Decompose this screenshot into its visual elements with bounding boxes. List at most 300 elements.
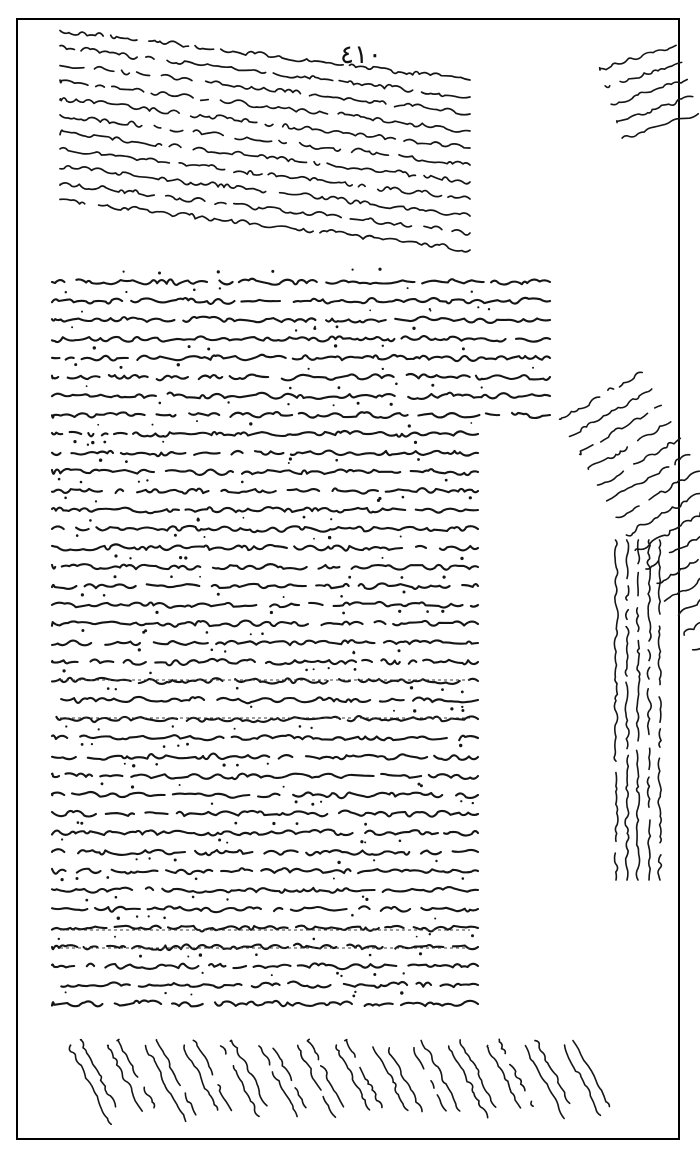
text-line [52,431,478,437]
diacritic-dot [435,860,437,862]
diacritic-dot [382,345,384,347]
diacritic-dot [211,803,213,805]
text-line [39,659,479,665]
text-line [52,792,478,798]
bottom-note [215,1030,271,1117]
diacritic-dot [87,444,89,446]
margin-line [616,469,700,520]
bottom-note [106,1039,156,1114]
diacritic-dot [460,557,463,560]
diacritic-dot [218,839,221,842]
text-line [52,488,478,493]
diacritic-dot [410,686,413,689]
diacritic-dot [352,995,355,998]
diacritic-dot [243,517,245,519]
diacritic-dot [188,345,191,348]
diacritic-dot [172,725,174,727]
vertical-margin-line [647,540,651,880]
diacritic-dot [340,595,343,598]
text-line [52,811,478,817]
folio-number: ٤١٠ [340,40,382,70]
diacritic-dot [314,326,316,328]
diacritic-dot [123,271,125,273]
text-line [52,336,550,342]
vertical-margin-line [614,530,618,881]
diacritic-dot [369,310,371,312]
diacritic-dot [313,538,315,540]
diacritic-dot [174,859,177,862]
diacritic-dot [250,706,252,708]
diacritic-dot [207,348,210,351]
diacritic-dot [403,972,405,974]
diacritic-dot [395,383,398,386]
diacritic-dot [481,386,483,388]
diacritic-dot [64,497,67,500]
diacritic-dot [81,311,83,313]
diacritic-dot [192,896,195,899]
diacritic-dot [532,367,534,369]
diacritic-dot [283,596,285,598]
diacritic-dot [334,344,337,347]
top-diagonal-gloss [49,31,470,252]
diacritic-dot [429,933,431,935]
text-line [51,982,478,988]
diacritic-dot [431,384,434,387]
diacritic-dot [159,402,162,405]
diacritic-dot [416,936,418,938]
diacritic-dot [101,782,104,785]
diacritic-dot [138,481,140,483]
diacritic-dot [114,554,117,557]
diacritic-dot [270,611,273,614]
diacritic-dot [184,556,187,559]
text-line [52,773,478,779]
text-line [52,469,478,475]
diacritic-dot [74,363,77,366]
text-line [52,735,478,740]
diacritic-dot [333,878,335,880]
diacritic-dot [177,363,180,366]
diacritic-dot [117,917,120,920]
diacritic-dot [196,420,198,422]
diacritic-dot [400,536,402,538]
diacritic-dot [226,898,228,900]
diacritic-dot [224,650,226,652]
diacritic-dot [236,687,239,690]
margin-line [606,453,690,504]
diacritic-dot [335,459,338,462]
diacritic-dot [272,822,275,825]
diacritic-dot [348,576,351,579]
diacritic-dot [340,975,342,977]
diacritic-dot [139,955,142,958]
diacritic-dot [146,479,148,481]
diacritic-dot [445,479,448,482]
diacritic-dot [179,784,181,786]
diacritic-dot [450,707,453,710]
diacritic-dot [179,556,182,559]
text-line [52,374,550,380]
diacritic-dot [81,593,84,596]
diacritic-dot [420,784,423,787]
diacritic-dot [373,973,376,976]
diacritic-dot [170,575,173,578]
diacritic-dot [471,934,474,937]
diacritic-dot [401,576,404,579]
text-line [52,451,478,457]
margin-line [569,388,653,439]
diacritic-dot [354,668,357,671]
text-line [52,678,478,684]
margin-gloss-middle [547,370,700,807]
diacritic-dot [103,594,106,597]
diacritic-dot [461,709,464,712]
margin-gloss-top [599,43,699,140]
bottom-note [367,1031,423,1119]
diacritic-dot [471,291,473,293]
diacritic-dot [342,612,345,615]
margin-line [599,43,676,71]
diacritic-dot [289,457,292,460]
diacritic-dot [441,688,444,691]
diacritic-dot [86,385,88,387]
diacritic-dot [234,728,236,730]
diacritic-dot [125,291,127,293]
text-line [52,849,478,855]
diacritic-dot [351,914,354,917]
diacritic-dot [93,346,96,349]
diacritic-dot [163,917,166,920]
diacritic-dot [461,691,464,694]
diacritic-dot [390,403,393,406]
diacritic-dot [283,786,285,788]
diacritic-dot [373,859,375,861]
text-line [52,621,478,627]
diacritic-dot [470,422,472,424]
diacritic-dot [417,458,420,461]
diacritic-dot [61,878,64,881]
bottom-note [556,1028,612,1116]
diacritic-dot [296,822,299,825]
diacritic-dot [393,710,395,712]
diacritic-dot [162,441,164,443]
bottom-note [68,1039,124,1125]
text-line [50,697,478,703]
diacritic-dot [144,629,147,632]
diacritic-dot [65,291,67,293]
text-line [46,355,550,361]
diacritic-dot [124,763,126,765]
diacritic-dot [106,876,109,879]
text-line [52,963,478,969]
diacritic-dot [299,725,302,728]
text-line [38,944,478,950]
margin-line [559,370,644,421]
diacritic-dot [236,764,239,767]
diacritic-dot [81,743,84,746]
diacritic-dot [311,803,314,806]
diacritic-dot [328,536,331,539]
diacritic-dot [378,268,381,271]
text-line [52,754,478,760]
diacritic-dot [120,366,123,369]
diacritic-dot [177,745,179,747]
diacritic-dot [469,496,472,499]
diacritic-dot [382,557,384,559]
diacritic-dot [136,915,138,917]
diacritic-dot [369,954,372,957]
diacritic-dot [204,536,206,538]
diacritic-dot [149,672,152,675]
bottom-note [256,1035,309,1117]
diacritic-dot [107,687,110,690]
diacritic-dot [353,651,355,653]
diacritic-dot [138,648,141,651]
main-text-lines [38,268,550,1007]
text-line [52,279,550,285]
diacritic-dot [81,629,84,632]
diacritic-dot [382,368,384,370]
diacritic-dot [77,821,80,824]
diacritic-dot [71,326,73,328]
diacritic-dot [63,669,66,672]
vertical-margin-line [636,540,639,880]
diacritic-dot [136,858,138,860]
diacritic-dot [412,327,415,330]
text-line [52,926,478,932]
text-line [52,583,478,589]
diacritic-dot [408,424,411,427]
diacritic-dot [303,516,306,519]
diacritic-dot [199,576,201,578]
text-line [45,317,550,323]
text-line [52,564,478,570]
diacritic-dot [202,972,204,974]
diacritic-dot [289,387,292,390]
diacritic-dot [97,424,99,426]
text-line [52,298,550,304]
diacritic-dot [255,953,258,956]
diacritic-dot [91,743,93,745]
text-line [52,640,478,645]
diacritic-dot [338,386,341,389]
diacritic-dot [288,462,290,464]
diacritic-dot [336,325,339,328]
diacritic-dot [330,518,332,520]
diacritic-dot [267,763,269,765]
diacritic-dot [131,785,134,788]
diacritic-dot [129,557,131,559]
diacritic-dot [193,289,196,292]
diacritic-dot [226,842,228,844]
diacritic-dot [91,441,94,444]
diacritic-dot [152,424,154,426]
diacritic-dot [115,688,117,690]
text-line [52,412,550,418]
diacritic-dot [115,896,118,899]
bottom-note [293,1033,348,1118]
diacritic-dot [407,287,409,289]
diacritic-dot [249,422,252,425]
diacritic-dot [195,878,198,881]
text-line [52,1001,478,1007]
diacritic-dot [443,576,446,579]
diacritic-dot [155,611,158,614]
diacritic-dot [488,308,490,310]
text-line [48,716,478,722]
diacritic-dot [217,593,220,596]
diacritic-dot [313,938,316,941]
margin-line [635,502,700,553]
diacritic-dot [399,840,402,843]
diacritic-dot [61,838,63,840]
diacritic-dot [271,270,274,273]
text-line [52,393,550,399]
diacritic-dot [310,727,312,729]
diacritic-dot [187,956,189,958]
diacritic-dot [472,802,474,804]
diacritic-dot [357,402,360,405]
diacritic-dot [223,764,226,767]
diacritic-dot [99,459,102,462]
diacritic-dot [354,991,356,993]
diacritic-dot [241,481,244,484]
diacritic-dot [336,972,339,975]
diacritic-dot [295,800,298,803]
margin-line [578,403,663,454]
diacritic-dot [398,610,401,613]
text-line [52,526,478,532]
diacritic-dot [85,899,88,902]
diacritic-dot [378,497,381,500]
diacritic-dot [206,631,209,634]
diacritic-dot [441,610,444,613]
diacritic-dot [271,974,273,976]
text-line [52,868,478,874]
diacritic-dot [211,649,214,652]
diacritic-dot [403,591,406,594]
diacritic-dot [148,915,150,917]
diacritic-dot [76,534,79,537]
diacritic-dot [352,269,354,271]
diacritic-dot [163,745,166,748]
diacritic-dot [132,764,135,767]
diacritic-dot [164,992,166,994]
diacritic-dot [250,633,252,635]
text-line [52,906,478,912]
diacritic-dot [360,840,363,843]
margin-line [597,437,681,488]
bottom-margin-notes [68,1028,612,1125]
margin-line [646,535,700,590]
diacritic-dot [80,822,83,825]
diacritic-dot [419,952,422,955]
diacritic-dot [320,801,322,803]
diacritic-dot [148,857,150,859]
text-line [52,507,478,513]
right-margin-gloss [547,43,700,880]
diacritic-dot [364,823,367,826]
diacritic-dot [76,877,79,880]
diacritic-dot [414,441,417,444]
diacritic-dot [103,441,106,444]
diacritic-dot [477,306,479,308]
diacritic-dot [80,481,83,484]
diacritic-dot [197,518,199,520]
diacritic-dot [89,519,92,522]
diacritic-dot [217,270,220,273]
diacritic-dot [308,368,310,370]
diacritic-dot [400,991,403,994]
diacritic-dot [190,994,192,996]
diacritic-dot [114,575,117,578]
diacritic-dot [461,706,463,708]
diacritic-dot [199,953,202,956]
diacritic-dot [158,272,161,275]
vertical-margin-line [625,540,629,880]
diacritic-dot [459,744,462,747]
diacritic-dot [155,763,158,766]
diacritic-dot [95,500,97,502]
diacritic-dot [174,534,177,537]
diacritic-dot [234,822,237,825]
diacritic-dot [426,610,429,613]
diacritic-dot [65,725,67,727]
diacritic-dot [98,728,100,730]
diacritic-dot [402,496,405,499]
diacritic-dot [73,440,76,443]
margin-line [577,420,672,477]
diacritic-dot [313,668,315,670]
diacritic-dot [58,478,61,481]
diacritic-dot [337,861,340,864]
diacritic-dot [328,667,330,669]
text-line [52,544,478,550]
diacritic-dot [287,403,289,405]
bottom-note [524,1039,576,1119]
diacritic-dot [362,896,364,898]
diacritic-dot [462,877,465,880]
diacritic-dot [227,401,229,403]
bottom-note [144,1039,198,1122]
diacritic-dot [114,936,116,938]
diacritic-dot [365,898,368,901]
diacritic-dot [219,287,221,289]
diacritic-dot [413,709,416,712]
text-line [52,602,478,608]
margin-line [625,485,700,537]
text-line [52,887,478,893]
diacritic-dot [429,308,431,310]
diacritic-dot [125,460,128,463]
diacritic-dot [460,800,462,802]
text-line [52,830,478,836]
diacritic-dot [333,404,335,406]
diacritic-dot [295,329,297,331]
diacritic-dot [364,841,366,843]
diacritic-dot [462,347,465,350]
bottom-note [407,1032,462,1117]
margin-line [682,584,700,635]
diacritic-dot [186,743,189,746]
diacritic-dot [398,649,401,652]
diacritic-dot [261,632,264,635]
diacritic-dot [434,918,436,920]
vertical-margin-line [658,540,661,880]
diacritic-dot [305,669,308,672]
diacritic-dot [65,991,67,993]
diacritic-dot [58,938,60,940]
